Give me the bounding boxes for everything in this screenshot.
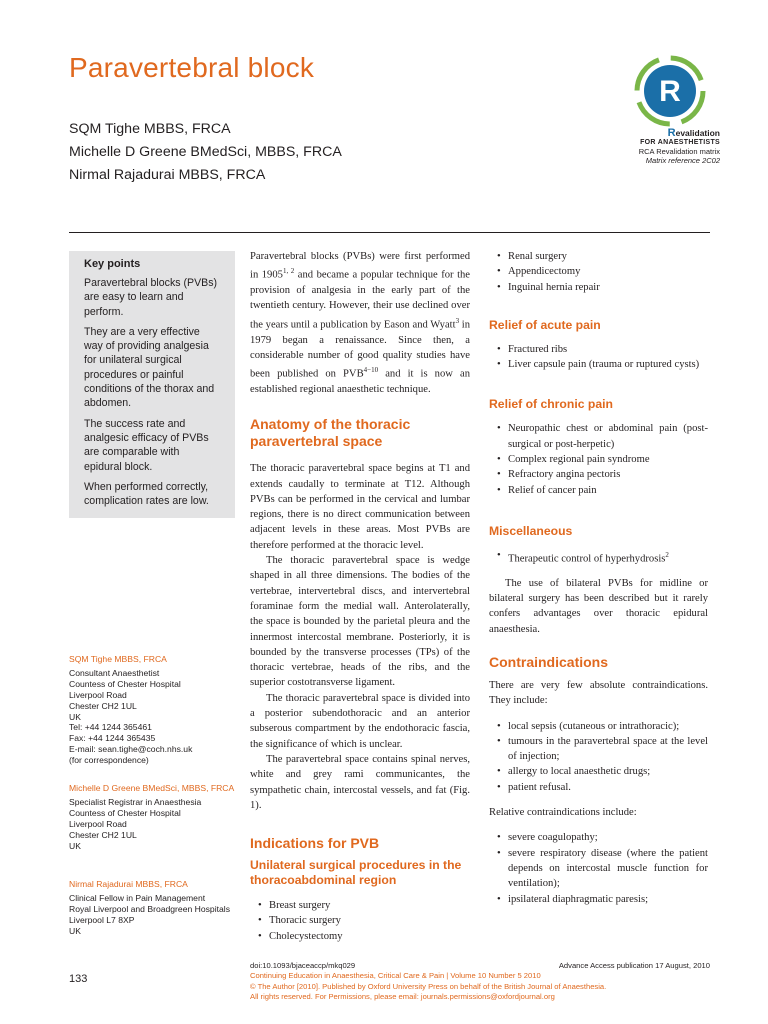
list-item: • Complex regional pain syndrome bbox=[489, 452, 708, 467]
copyright-notice: © The Author [2010]. Published by Oxford University Press on behalf of the British Journal of Anaesthesia. bbox=[250, 981, 607, 991]
section-heading: Contraindications bbox=[489, 653, 609, 670]
section-heading: Anatomy of the thoracic paravertebral space bbox=[250, 416, 411, 450]
author-address: SQM Tighe MBBS, FRCA Consultant Anaesthetist Countess of Chester Hospital Liverpool Road Chester CH2 1UL UK Tel: +44 1244 365461 Fax: +44 1244 365435 E-mail: sean.tighe@coch.nhs.uk (for correspondence) bbox=[69, 654, 239, 766]
body-column-middle bbox=[250, 249, 470, 944]
key-point: The success rate and analgesic efficacy of PVBs are comparable with epidural block. bbox=[84, 417, 209, 473]
body-paragraph: The use of bilateral PVBs for midline or bilateral surgery has been described but it rarely confers advantages over thoracic epidural anaesthesia. bbox=[489, 577, 708, 635]
article-title: Paravertebral block bbox=[69, 52, 315, 83]
list-item: • Relief of cancer pain bbox=[489, 483, 708, 498]
list-item: • Inguinal hernia repair bbox=[489, 280, 708, 295]
body-paragraph: Relative contraindications include: bbox=[489, 807, 637, 819]
revalidation-logo-letter: R bbox=[659, 75, 681, 108]
citation[interactable]: 4−10 bbox=[363, 366, 379, 375]
list-item: • patient refusal. bbox=[489, 780, 708, 795]
bullet-list bbox=[489, 421, 708, 497]
revalidation-badge bbox=[620, 55, 720, 165]
author-name: SQM Tighe MBBS, FRCA bbox=[69, 121, 231, 137]
permissions-notice: All rights reserved. For Permissions, please email: journals.permissions@oxfordjournal.org bbox=[250, 991, 555, 1001]
body-paragraph: The paravertebral space contains spinal nerves, white and grey rami communicantes, the sympathetic chain, intercostal vessels, and fat (Fig. 1). bbox=[250, 753, 470, 811]
author-list bbox=[69, 118, 342, 187]
subsection-heading: Relief of acute pain bbox=[489, 317, 601, 332]
body-column-right bbox=[489, 249, 708, 907]
address-name: Nirmal Rajadurai MBBS, FRCA bbox=[69, 879, 188, 889]
revalidation-logo-icon bbox=[634, 55, 706, 127]
list-item: • Cholecystectomy bbox=[250, 929, 470, 944]
bullet-list bbox=[489, 342, 708, 373]
list-item: • allergy to local anaesthetic drugs; bbox=[489, 764, 708, 779]
list-item: • local sepsis (cutaneous or intrathoracic); bbox=[489, 719, 708, 734]
author-name: Nirmal Rajadurai MBBS, FRCA bbox=[69, 167, 266, 183]
subsection-heading: Unilateral surgical procedures in the thoracoabdominal region bbox=[250, 858, 462, 888]
list-item: • severe coagulopathy; bbox=[489, 830, 708, 845]
header-divider bbox=[69, 232, 710, 233]
list-item: • Neuropathic chest or abdominal pain (post-surgical or post-herpetic) bbox=[489, 421, 708, 452]
list-item: • ipsilateral diaphragmatic paresis; bbox=[489, 892, 708, 907]
author-name: Michelle D Greene BMedSci, MBBS, FRCA bbox=[69, 144, 342, 160]
key-point: When performed correctly, complication rates are low. bbox=[84, 480, 209, 508]
citation[interactable]: 3 bbox=[455, 316, 460, 325]
list-item: • Therapeutic control of hyperhydrosis$^2$ bbox=[489, 548, 708, 567]
list-item: • Fractured ribs bbox=[489, 342, 708, 357]
body-paragraph: There are very few absolute contraindications. They include: bbox=[489, 679, 708, 707]
subsection-heading: Relief of chronic pain bbox=[489, 397, 613, 412]
bullet-list bbox=[489, 830, 708, 906]
body-paragraph: The thoracic paravertebral space begins at T1 and extends caudally to terminate at T12. Although PVBs can be performed in the cervical and lumbar regions, there is no direct communication between adjacent levels in these areas. Most PVBs are therefore performed at the thoracic level. bbox=[250, 463, 470, 551]
bullet-list bbox=[489, 548, 708, 567]
address-name: Michelle D Greene BMedSci, MBBS, FRCA bbox=[69, 783, 235, 793]
revalidation-text: Revalidation FOR ANAESTHETISTS RCA Revalidation matrix Matrix reference 2C02 bbox=[638, 127, 720, 165]
body-paragraph: The thoracic paravertebral space is divided into a posterior subendothoracic and an anterior subserous compartment by the endothoracic fascia, the significance of which is unclear. bbox=[250, 692, 470, 750]
bullet-list bbox=[489, 249, 708, 295]
page-number: 133 bbox=[69, 973, 88, 985]
key-points-title: Key points bbox=[84, 258, 141, 270]
list-item: • Renal surgery bbox=[489, 249, 708, 264]
address-name: SQM Tighe MBBS, FRCA bbox=[69, 654, 167, 664]
intro-paragraph: Paravertebral blocks (PVBs) were first performed in 1905$^{1, 2}$ and became a popular technique for the provision of analgesia in the early part of the twentieth century. However, their use declined over the years until a publication by Eason and Wyatt$^3$ in 1979 began a renaissance. Since then, a considerable number of good quality studies have been published on $PVB^{4-10}$ and it is now an established regional anaesthetic technique. bbox=[250, 251, 471, 395]
author-address: Nirmal Rajadurai MBBS, FRCA Clinical Fellow in Pain Management Royal Liverpool and Broadgreen Hospitals Liverpool L7 8XP UK bbox=[69, 879, 239, 937]
journal-citation: Continuing Education in Anaesthesia, Critical Care & Pain | Volume 10 Number 5 2010 bbox=[250, 971, 541, 981]
citation[interactable]: 2 bbox=[665, 550, 669, 559]
list-item: • Thoracic surgery bbox=[250, 913, 470, 928]
advance-access-note: Advance Access publication 17 August, 2010 bbox=[558, 961, 710, 970]
bullet-list bbox=[489, 719, 708, 795]
list-item: • Appendicectomy bbox=[489, 264, 708, 279]
section-heading: Indications for PVB bbox=[250, 835, 380, 852]
list-item: • Liver capsule pain (trauma or ruptured cysts) bbox=[489, 357, 708, 372]
email-link[interactable]: E-mail: sean.tighe@coch.nhs.uk bbox=[69, 744, 193, 755]
key-points-box bbox=[69, 251, 235, 518]
key-point: Paravertebral blocks (PVBs) are easy to learn and perform. bbox=[84, 277, 218, 318]
subsection-heading: Miscellaneous bbox=[489, 523, 573, 538]
author-address: Michelle D Greene BMedSci, MBBS, FRCA Specialist Registrar in Anaesthesia Countess of Chester Hospital Liverpool Road Chester CH2 1UL UK bbox=[69, 783, 239, 851]
list-item: • Breast surgery bbox=[250, 898, 470, 913]
list-item: • severe respiratory disease (where the patient depends on intercostal muscle function for ventilation); bbox=[489, 846, 708, 892]
doi-link[interactable]: doi:10.1093/bjaceaccp/mkq029 bbox=[250, 961, 356, 970]
body-paragraph: The thoracic paravertebral space is wedge shaped in all three dimensions. The bodies of the vertebrae, intervertebral discs, and intervertebral foraminae form the medial wall. Anterolaterally, the space is bounded by the parietal pleura and the innermost intercostal membrane. Posteriorly, it is bounded by the transverse processes (TPs) of the thoracic vertebrae, heads of the ribs, and the superior costotransverse ligament. bbox=[250, 555, 470, 689]
page-footer bbox=[250, 961, 710, 1002]
list-item: • tumours in the paravertebral space at the level of injection; bbox=[489, 734, 708, 765]
citation[interactable]: 1, 2 bbox=[282, 267, 295, 276]
list-item: • Refractory angina pectoris bbox=[489, 467, 708, 482]
key-point: They are a very effective way of providing analgesia for unilateral surgical procedures or painful conditions of the thorax and abdomen. bbox=[84, 325, 215, 410]
bullet-list bbox=[250, 898, 470, 944]
